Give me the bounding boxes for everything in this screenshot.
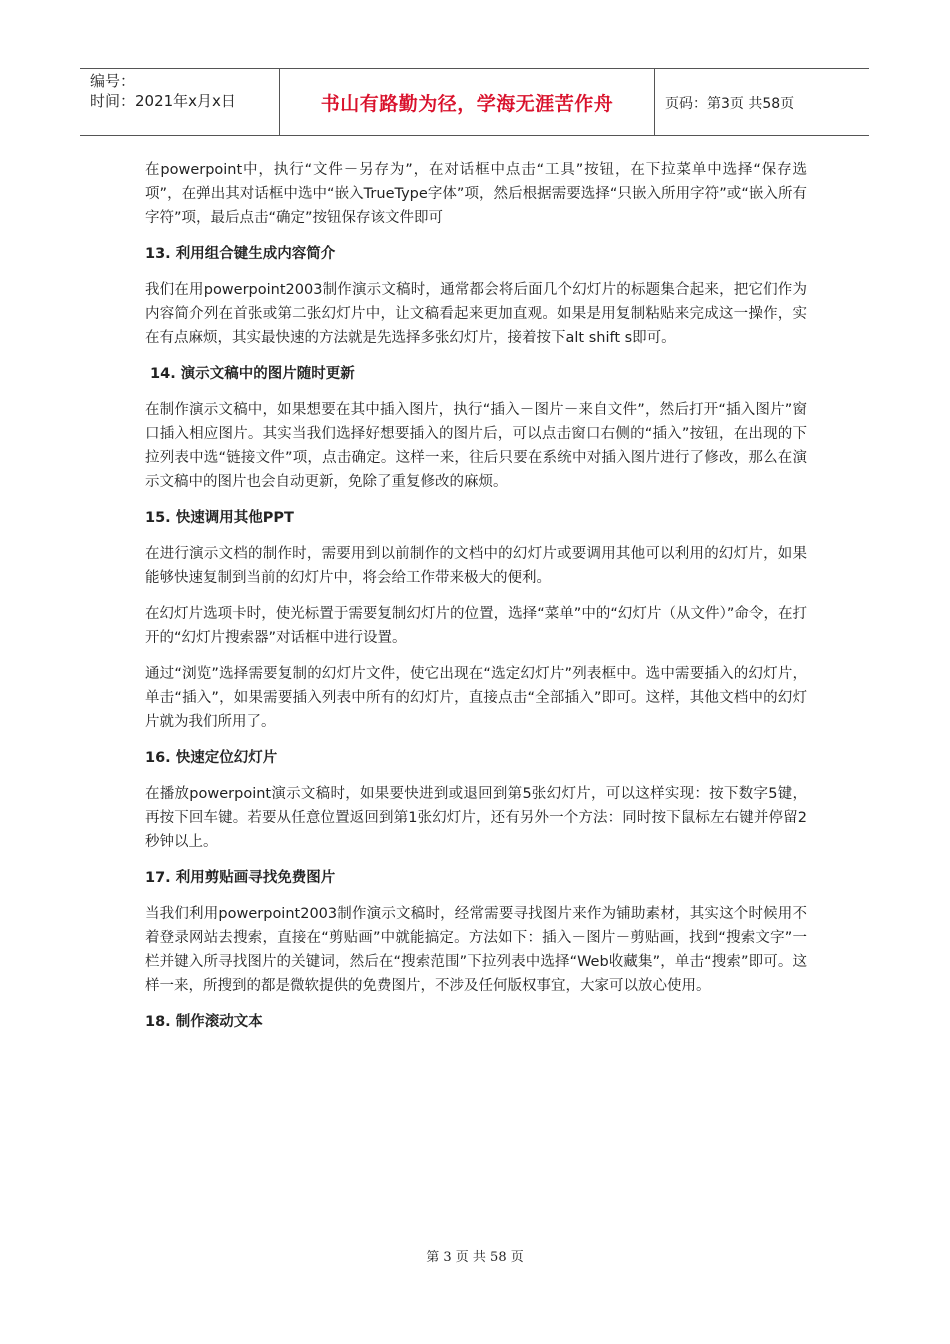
header-page-info: 页码：第3页 共58页 <box>665 96 795 112</box>
header-page-cell <box>655 69 869 135</box>
paragraph: 在幻灯片选项卡时，使光标置于需要复制幻灯片的位置，选择“菜单”中的“幻灯片（从文件）”命令，在打开的“幻灯片搜索器”对话框中进行设置。 <box>145 606 807 646</box>
paragraph: 我们在用powerpoint2003制作演示文稿时，通常都会将后面几个幻灯片的标题集合起来，把它们作为内容简介列在首张或第二张幻灯片中，让文稿看起来更加直观。如果是用复制粘贴来完成这一操作，实在有点麻烦，其实最快速的方法就是先选择多张幻灯片，接着按下alt shift s即可。 <box>145 282 807 346</box>
doc-number-label: 编号： <box>90 72 136 90</box>
header-meta-cell <box>80 69 280 135</box>
doc-date-label: 时间：2021年x月x日 <box>90 92 236 110</box>
paragraph: 在播放powerpoint演示文稿时，如果要快进到或退回到第5张幻灯片，可以这样实现：按下数字5键，再按下回车键。若要从任意位置返回到第1张幻灯片，还有另外一个方法：同时按下鼠标左右键并停留2秒钟以上。 <box>145 786 807 850</box>
section-heading: 16. 快速定位幻灯片 <box>145 750 278 766</box>
section-heading: 18. 制作滚动文本 <box>145 1014 263 1030</box>
paragraph: 在制作演示文稿中，如果想要在其中插入图片，执行“插入－图片－来自文件”，然后打开“插入图片”窗口插入相应图片。其实当我们选择好想要插入的图片后，可以点击窗口右侧的“插入”按钮，在出现的下拉列表中选“链接文件”项，点击确定。这样一来，往后只要在系统中对插入图片进行了修改，那么在演示文稿中的图片也会自动更新，免除了重复修改的麻烦。 <box>145 402 807 490</box>
page-header <box>80 68 869 136</box>
paragraph: 在进行演示文档的制作时，需要用到以前制作的文档中的幻灯片或要调用其他可以利用的幻灯片，如果能够快速复制到当前的幻灯片中，将会给工作带来极大的便利。 <box>145 546 807 586</box>
document-body <box>145 158 807 1046</box>
section-heading: 14. 演示文稿中的图片随时更新 <box>145 366 355 382</box>
paragraph: 通过“浏览”选择需要复制的幻灯片文件，使它出现在“选定幻灯片”列表框中。选中需要插入的幻灯片，单击“插入”，如果需要插入列表中所有的幻灯片，直接点击“全部插入”即可。这样，其他文档中的幻灯片就为我们所用了。 <box>145 666 807 730</box>
section-heading: 17. 利用剪贴画寻找免费图片 <box>145 870 336 886</box>
paragraph: 在powerpoint中，执行“文件－另存为”，在对话框中点击“工具”按钮，在下拉菜单中选择“保存选项”，在弹出其对话框中选中“嵌入TrueType字体”项，然后根据需要选择“只嵌入所用字符”或“嵌入所有字符”项，最后点击“确定”按钮保存该文件即可 <box>145 162 807 226</box>
header-motto: 书山有路勤为径，学海无涯苦作舟 <box>320 92 614 115</box>
section-heading: 15. 快速调用其他PPT <box>145 510 294 526</box>
page-footer: 第 3 页 共 58 页 <box>426 1250 524 1265</box>
header-motto-cell <box>280 69 655 135</box>
section-heading: 13. 利用组合键生成内容简介 <box>145 246 336 262</box>
paragraph: 当我们利用powerpoint2003制作演示文稿时，经常需要寻找图片来作为铺助素材，其实这个时候用不着登录网站去搜索，直接在“剪贴画”中就能搞定。方法如下：插入－图片－剪贴画，找到“搜索文字”一栏并键入所寻找图片的关键词，然后在“搜索范围”下拉列表中选择“Web收藏集”，单击“搜索”即可。这样一来，所搜到的都是微软提供的免费图片，不涉及任何版权事宜，大家可以放心使用。 <box>145 906 807 994</box>
